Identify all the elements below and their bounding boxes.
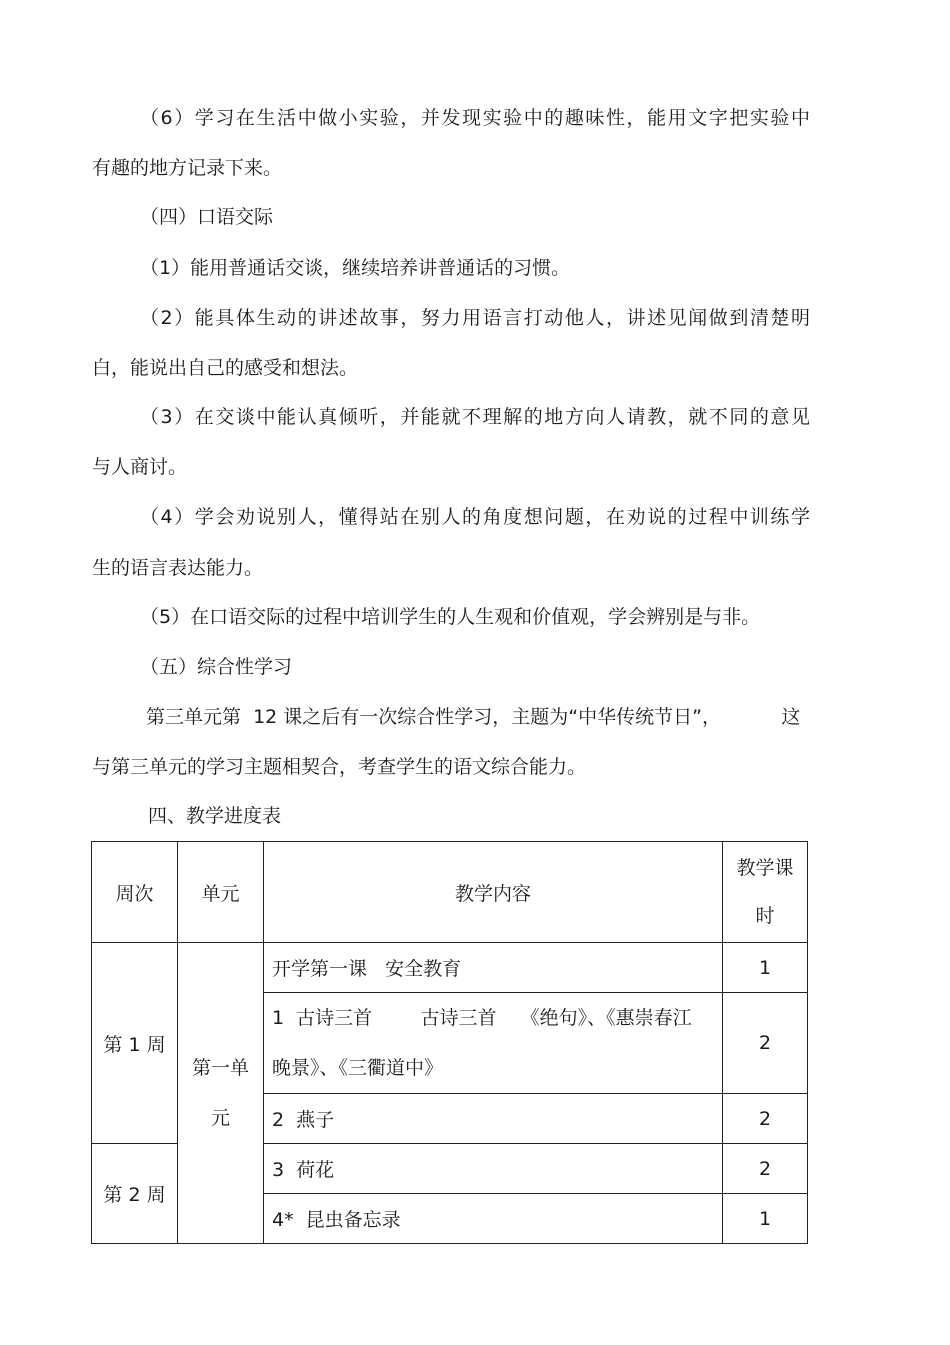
schedule-table [91, 841, 808, 1244]
paragraph: 生的语言表达能力。 [92, 557, 264, 579]
header-content: 教学内容 [264, 842, 723, 943]
week-cell: 第 2 周 [92, 1144, 178, 1244]
content-cell: 开学第一课 安全教育 [264, 943, 723, 993]
header-unit: 单元 [178, 842, 264, 943]
paragraph: （5）在口语交际的过程中培训学生的人生观和价值观，学会辨别是与非。 [140, 606, 761, 628]
section-heading: （四）口语交际 [140, 206, 274, 228]
hours-cell: 2 [723, 1094, 808, 1144]
table-header-row [92, 842, 808, 943]
table-row [92, 943, 808, 993]
paragraph: 与第三单元的学习主题相契合，考查学生的语文综合能力。 [92, 756, 587, 778]
content-cell: 2 燕子 [264, 1094, 723, 1144]
paragraph: 有趣的地方记录下来。 [92, 157, 283, 179]
week-cell: 第 1 周 [92, 943, 178, 1144]
unit-cell: 第一单元 [178, 943, 264, 1244]
paragraph: 第三单元第 12 课之后有一次综合性学习，主题为“中华传统节日”， 这 [146, 706, 801, 728]
paragraph: （6）学习在生活中做小实验，并发现实验中的趣味性，能用文字把实验中 [140, 107, 810, 129]
paragraph: （2）能具体生动的讲述故事，努力用语言打动他人，讲述见闻做到清楚明 [140, 307, 810, 329]
paragraph: （1）能用普通话交谈，继续培养讲普通话的习惯。 [140, 257, 571, 279]
hours-cell: 2 [723, 993, 808, 1094]
paragraph: （4）学会劝说别人，懂得站在别人的角度想问题，在劝说的过程中训练学 [140, 506, 810, 528]
content-cell: 3 荷花 [264, 1144, 723, 1194]
hours-cell: 1 [723, 1194, 808, 1244]
table-title: 四、教学进度表 [148, 805, 282, 827]
header-week: 周次 [92, 842, 178, 943]
content-cell: 4* 昆虫备忘录 [264, 1194, 723, 1244]
hours-cell: 1 [723, 943, 808, 993]
hours-cell: 2 [723, 1144, 808, 1194]
content-cell: 1 古诗三首 古诗三首 《绝句》、《惠崇春江晚景》、《三衢道中》 [264, 993, 723, 1094]
paragraph: 白，能说出自己的感受和想法。 [92, 357, 359, 379]
section-heading: （五）综合性学习 [140, 656, 293, 678]
paragraph: 与人商讨。 [92, 456, 188, 478]
paragraph: （3）在交谈中能认真倾听，并能就不理解的地方向人请教，就不同的意见 [140, 406, 810, 428]
header-hours: 教学课时 [723, 842, 808, 943]
